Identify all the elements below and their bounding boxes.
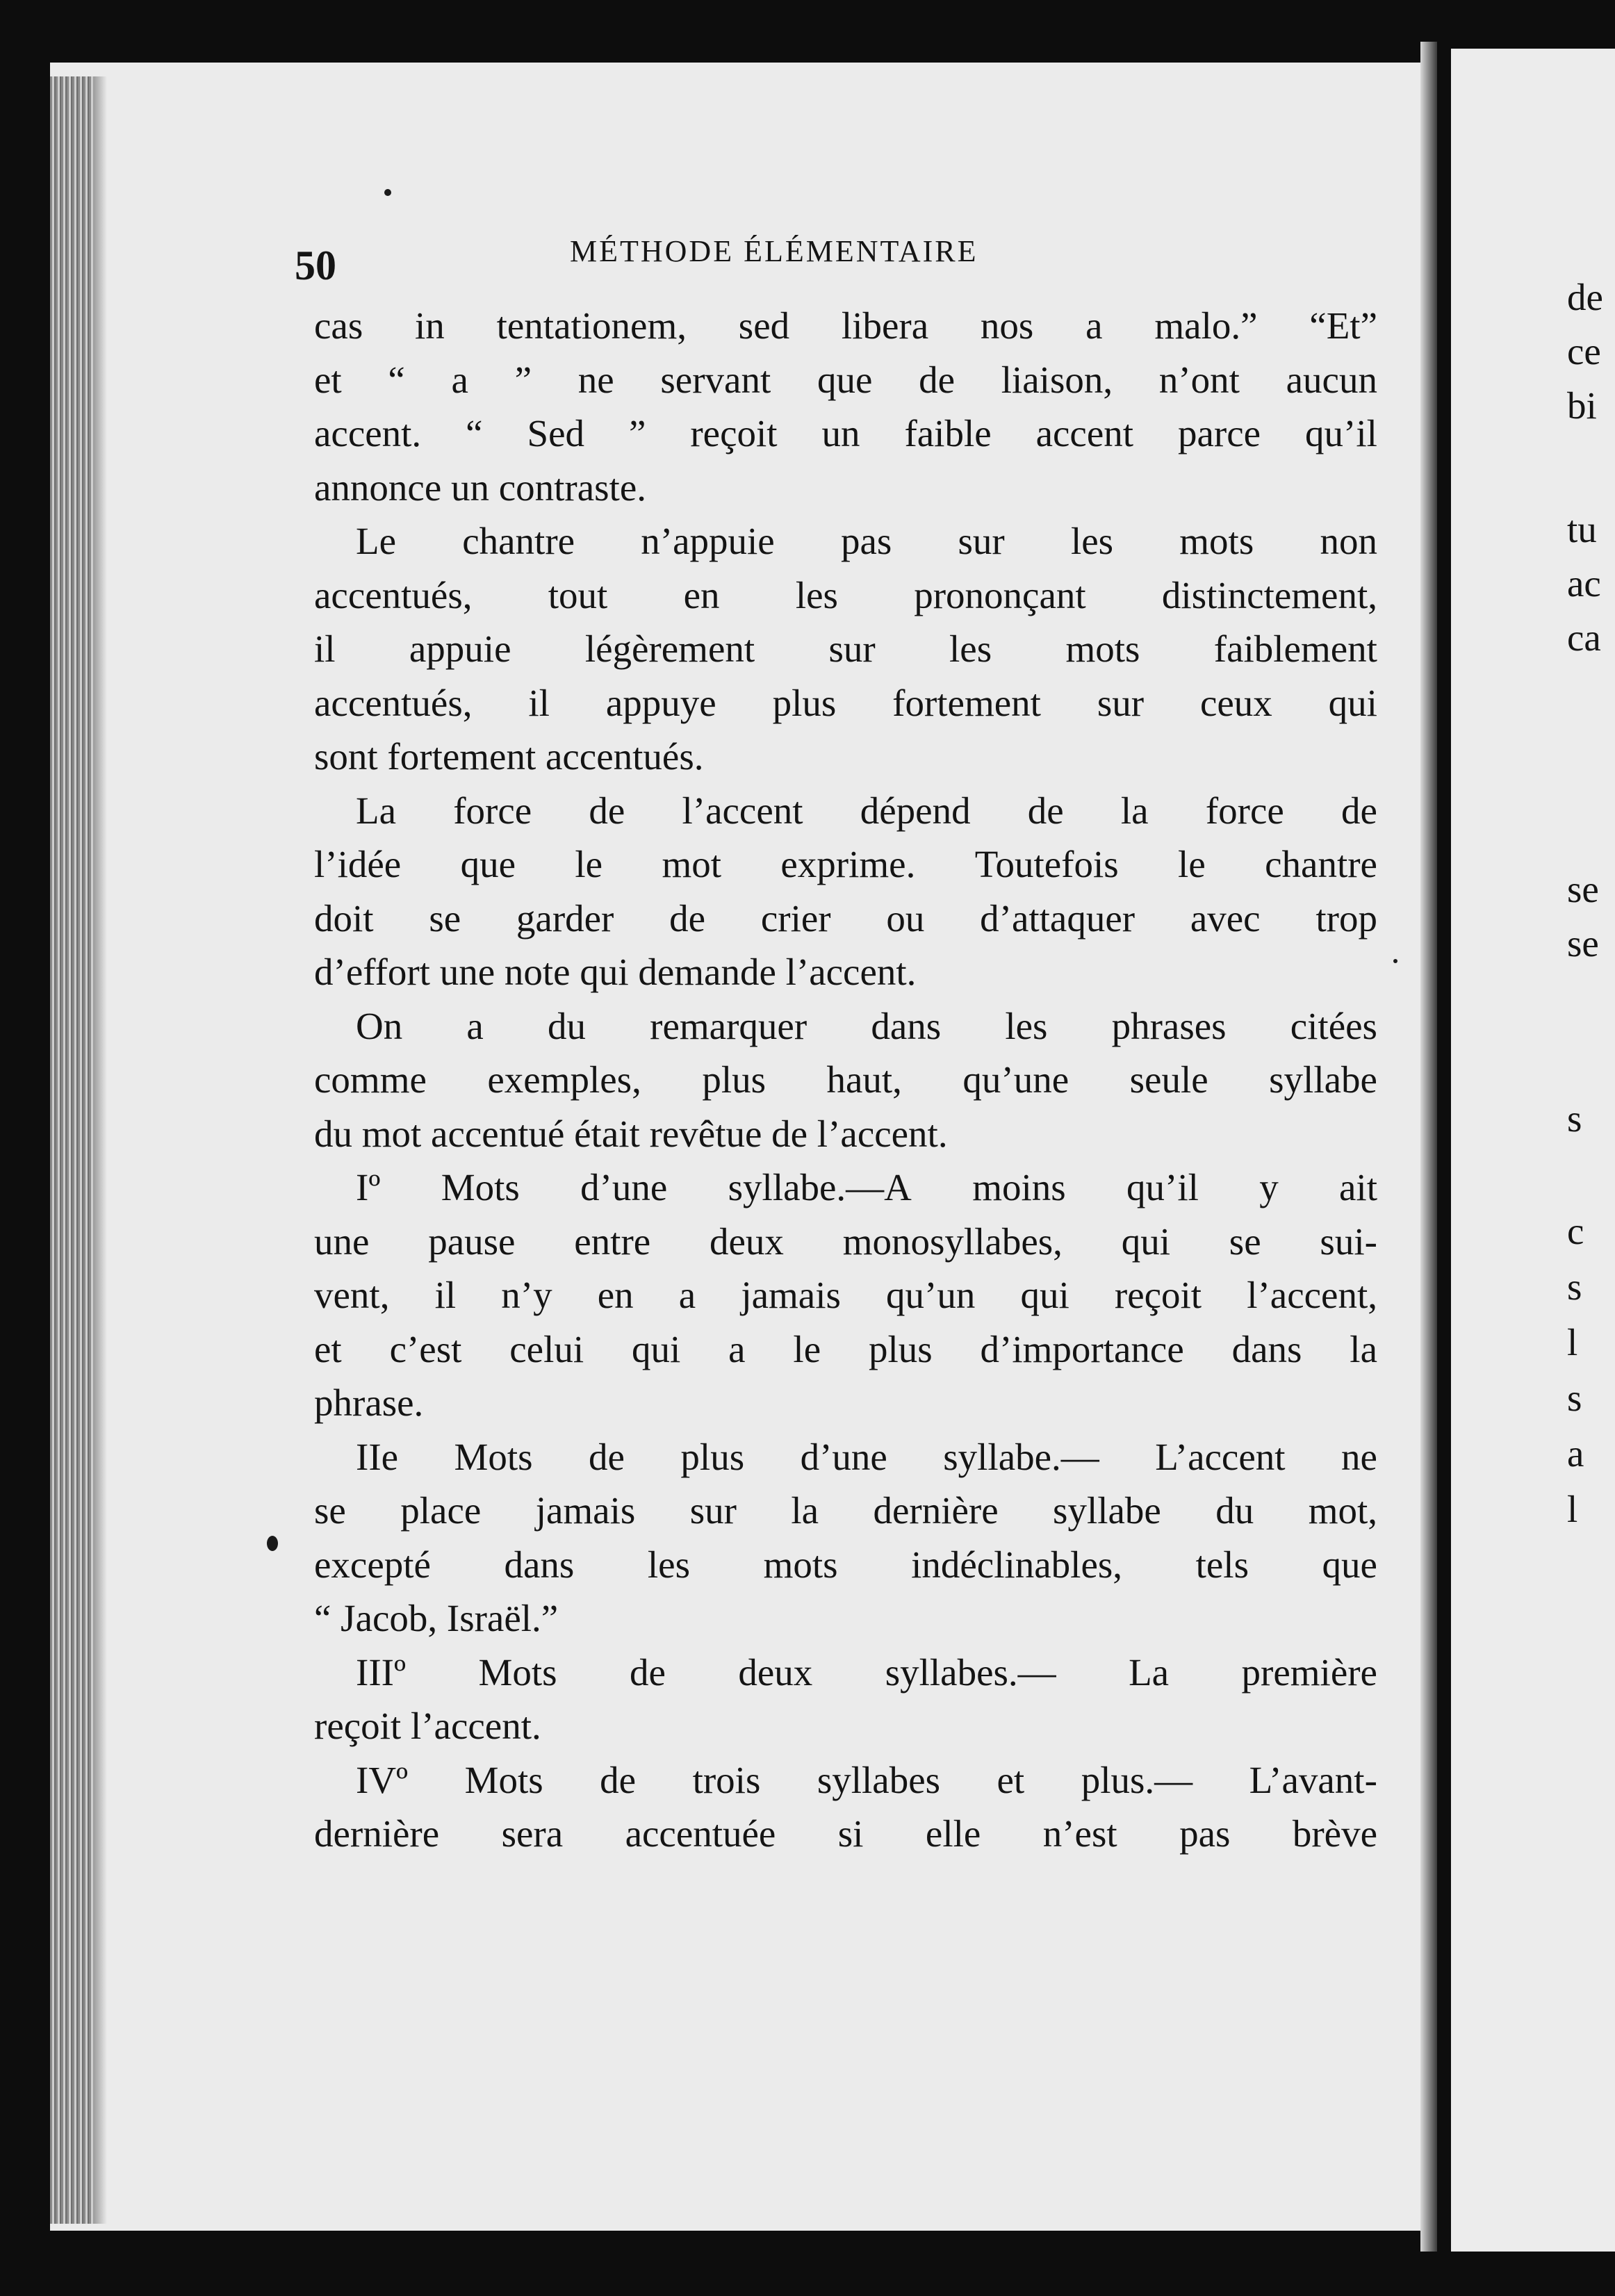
word: de xyxy=(589,1435,625,1478)
word: in xyxy=(415,304,445,347)
word: pas xyxy=(840,520,892,562)
word: crier xyxy=(760,896,831,940)
word: l’accent, xyxy=(1247,1274,1377,1316)
word: de xyxy=(919,358,955,401)
word: les xyxy=(647,1543,690,1586)
word: IIe xyxy=(356,1435,399,1478)
word: ne xyxy=(1341,1435,1377,1478)
word: haut, xyxy=(826,1058,902,1101)
word: qui xyxy=(632,1327,681,1370)
word: pause xyxy=(428,1220,516,1263)
word: ” xyxy=(628,412,646,454)
word: que xyxy=(817,358,873,401)
text-line-content: sont fortement accentués. xyxy=(314,735,704,778)
word: se xyxy=(314,1489,346,1532)
ink-speck xyxy=(267,1536,278,1551)
word: sur xyxy=(689,1489,737,1532)
word: servant xyxy=(660,358,771,401)
word: “ xyxy=(388,358,405,401)
word: un xyxy=(821,412,860,454)
text-line xyxy=(314,407,1377,461)
word: faible xyxy=(904,412,992,454)
text-line xyxy=(314,622,1377,676)
right-page-fragment: s xyxy=(1567,1265,1582,1308)
right-page xyxy=(1451,49,1615,2252)
word: et xyxy=(997,1758,1025,1801)
word: plus xyxy=(702,1058,766,1101)
word: trois xyxy=(692,1758,761,1801)
text-line xyxy=(314,1699,1377,1753)
word: monosyllabes, xyxy=(842,1220,1063,1263)
text-line-content: annonce un contraste. xyxy=(314,466,647,509)
word: il xyxy=(314,628,336,670)
word: en xyxy=(597,1274,634,1316)
text-line xyxy=(314,1215,1377,1269)
word: le xyxy=(575,843,603,885)
word: qu’il xyxy=(1126,1166,1199,1208)
word: place xyxy=(400,1489,482,1532)
text-line xyxy=(314,999,1377,1053)
word: a xyxy=(1085,304,1103,347)
word: sur xyxy=(1097,681,1145,724)
word: malo.” xyxy=(1154,304,1258,347)
word: d’attaquer xyxy=(980,896,1136,940)
word: celui xyxy=(509,1327,584,1370)
word: syllabe xyxy=(1269,1058,1377,1101)
text-line xyxy=(314,1484,1377,1538)
word: c’est xyxy=(389,1327,462,1370)
word: a xyxy=(678,1274,696,1316)
text-line xyxy=(314,676,1377,730)
word: et xyxy=(314,358,342,401)
word: n’appuie xyxy=(641,520,775,562)
word: jamais xyxy=(741,1274,841,1316)
word: ” xyxy=(514,358,532,401)
word: L’avant- xyxy=(1249,1758,1377,1801)
text-line xyxy=(314,1430,1377,1484)
word: On xyxy=(356,1004,403,1047)
word: dépend xyxy=(860,789,971,832)
word: avec xyxy=(1190,896,1261,940)
word: il xyxy=(528,681,550,724)
word: qui xyxy=(1121,1220,1170,1263)
word: force xyxy=(453,789,532,832)
ink-speck xyxy=(384,189,391,196)
word: pas xyxy=(1179,1812,1231,1855)
text-line xyxy=(314,1646,1377,1700)
word: Toutefois xyxy=(974,843,1119,885)
word: “Et” xyxy=(1309,304,1377,347)
word: qu’il xyxy=(1305,412,1377,454)
word: Le xyxy=(356,520,397,562)
word: la xyxy=(791,1489,819,1532)
text-line xyxy=(314,945,1377,999)
word: n’est xyxy=(1042,1812,1117,1855)
right-page-fragment: ca xyxy=(1567,616,1601,659)
word: il xyxy=(434,1274,457,1316)
word: tout xyxy=(548,573,608,616)
word: trop xyxy=(1315,896,1377,940)
word: d’une xyxy=(800,1435,887,1478)
word: tentationem, xyxy=(496,304,687,347)
word: du xyxy=(548,1004,586,1047)
word: de xyxy=(1027,789,1064,832)
word: exemples, xyxy=(487,1058,641,1101)
text-line xyxy=(314,299,1377,353)
text-line xyxy=(314,1753,1377,1807)
word: de xyxy=(589,789,625,832)
page-header xyxy=(295,232,1448,295)
word: garder xyxy=(516,896,614,940)
word: appuie xyxy=(409,628,511,670)
word: excepté xyxy=(314,1543,431,1586)
word: si xyxy=(837,1812,864,1855)
text-line-content: phrase. xyxy=(314,1381,424,1424)
word: syllabes xyxy=(817,1758,941,1801)
word: syllabe.— xyxy=(943,1435,1099,1478)
word: tels xyxy=(1195,1543,1249,1586)
right-page-fragment: a xyxy=(1567,1432,1584,1475)
word: dans xyxy=(871,1004,942,1047)
word: une xyxy=(314,1220,370,1263)
word: L’accent xyxy=(1155,1435,1286,1478)
word: dernière xyxy=(873,1489,999,1532)
word: mot, xyxy=(1308,1489,1377,1532)
text-line xyxy=(314,730,1377,784)
word: fortement xyxy=(892,681,1041,724)
word: mot xyxy=(662,843,722,885)
word: mots xyxy=(1065,628,1140,670)
word: ou xyxy=(886,896,925,940)
word: “ xyxy=(466,412,483,454)
right-page-fragment: s xyxy=(1567,1097,1582,1140)
word: moins xyxy=(972,1166,1066,1208)
text-line xyxy=(314,1322,1377,1377)
word: plus xyxy=(680,1435,745,1478)
text-line xyxy=(314,892,1377,946)
word: de xyxy=(600,1758,637,1801)
word: de xyxy=(669,896,706,940)
word: le xyxy=(793,1327,821,1370)
word: plus xyxy=(772,681,837,724)
right-page-fragment: l xyxy=(1567,1488,1578,1530)
word: qui xyxy=(1328,681,1377,724)
word: y xyxy=(1259,1166,1279,1208)
word: chantre xyxy=(1265,843,1377,885)
text-line xyxy=(314,1107,1377,1161)
word: les xyxy=(949,628,992,670)
running-title: MÉTHODE ÉLÉMENTAIRE xyxy=(570,234,978,268)
text-line xyxy=(314,461,1377,515)
word: faiblement xyxy=(1213,628,1377,670)
word: les xyxy=(1005,1004,1048,1047)
word: appuye xyxy=(605,681,716,724)
word: Mots xyxy=(478,1650,557,1694)
word: prononçant xyxy=(914,573,1086,616)
page-edge xyxy=(50,76,93,2224)
body-text xyxy=(314,299,1377,1861)
word: a xyxy=(466,1004,484,1047)
word: syllabes.— xyxy=(885,1650,1056,1694)
word: chantre xyxy=(462,520,575,562)
right-page-fragment: se xyxy=(1567,868,1599,910)
word: non xyxy=(1320,520,1377,562)
right-page-fragment: s xyxy=(1567,1377,1582,1419)
word: ait xyxy=(1339,1166,1377,1208)
right-page-fragment: de xyxy=(1567,276,1603,318)
word: dans xyxy=(1231,1327,1302,1370)
word: sera xyxy=(501,1812,564,1855)
page-shadow xyxy=(93,76,107,2224)
word: l’idée xyxy=(314,843,402,885)
word: Mots xyxy=(464,1758,543,1801)
word: la xyxy=(1350,1327,1377,1370)
word: l’accent xyxy=(682,789,803,832)
word: a xyxy=(728,1327,746,1370)
text-line xyxy=(314,1268,1377,1322)
word: sed xyxy=(738,304,790,347)
text-line xyxy=(314,1538,1377,1592)
word: accentuée xyxy=(625,1812,776,1855)
word: exprime. xyxy=(780,843,916,885)
word: IIIº xyxy=(356,1650,406,1694)
word: Mots xyxy=(454,1435,533,1478)
word: plus xyxy=(868,1327,933,1370)
word: que xyxy=(460,843,516,885)
word: cas xyxy=(314,304,363,347)
text-line-content: du mot accentué était revêtue de l’accent. xyxy=(314,1112,948,1155)
word: liaison, xyxy=(1001,358,1113,401)
book-gutter xyxy=(1420,42,1437,2252)
word: n’ont xyxy=(1158,358,1240,401)
word: sui- xyxy=(1320,1220,1377,1263)
right-page-fragment: se xyxy=(1567,922,1599,965)
right-page-fragment: ac xyxy=(1567,562,1601,605)
word: deux xyxy=(738,1650,813,1694)
word: d’une xyxy=(580,1166,668,1208)
word: parce xyxy=(1178,412,1261,454)
word: elle xyxy=(925,1812,981,1855)
word: brève xyxy=(1292,1812,1377,1855)
word: deux xyxy=(709,1220,784,1263)
word: nos xyxy=(980,304,1034,347)
word: accentués, xyxy=(314,573,473,616)
text-line xyxy=(314,353,1377,407)
right-page-fragment: bi xyxy=(1567,384,1597,427)
word: plus.— xyxy=(1081,1758,1193,1801)
text-line xyxy=(314,1807,1377,1861)
word: La xyxy=(356,789,397,832)
word: la xyxy=(1120,789,1149,832)
text-line xyxy=(314,1591,1377,1646)
text-line xyxy=(314,1161,1377,1215)
word: jamais xyxy=(535,1489,636,1532)
right-page-fragment: l xyxy=(1567,1321,1578,1363)
word: les xyxy=(795,573,838,616)
word: libera xyxy=(841,304,929,347)
word: ne xyxy=(577,358,614,401)
word: sur xyxy=(828,628,876,670)
word: mots xyxy=(1179,520,1254,562)
word: aucun xyxy=(1286,358,1377,401)
text-line xyxy=(314,1053,1377,1107)
word: phrases xyxy=(1111,1004,1227,1047)
word: La xyxy=(1129,1650,1170,1694)
word: Mots xyxy=(441,1166,520,1208)
word: dans xyxy=(504,1543,575,1586)
word: et xyxy=(314,1327,342,1370)
word: que xyxy=(1322,1543,1377,1586)
text-line-content: reçoit l’accent. xyxy=(314,1705,541,1747)
text-line xyxy=(314,837,1377,892)
ink-speck xyxy=(1393,959,1397,963)
right-page-fragment: ce xyxy=(1567,330,1601,372)
right-page-fragment: c xyxy=(1567,1210,1584,1252)
word: légèrement xyxy=(584,628,755,670)
word: force xyxy=(1205,789,1284,832)
word: se xyxy=(429,896,461,940)
word: IVº xyxy=(356,1758,409,1801)
word: a xyxy=(451,358,468,401)
word: seule xyxy=(1129,1058,1208,1101)
word: indéclinables, xyxy=(911,1543,1123,1586)
right-page-fragment: tu xyxy=(1567,508,1597,550)
page-number: 50 xyxy=(295,243,336,288)
text-line xyxy=(314,514,1377,568)
word: citées xyxy=(1290,1004,1377,1047)
word: syllabe xyxy=(1053,1489,1161,1532)
word: qu’un xyxy=(886,1274,976,1316)
text-line xyxy=(314,568,1377,623)
word: distinctement, xyxy=(1161,573,1377,616)
text-line xyxy=(314,1376,1377,1430)
word: de xyxy=(1341,789,1377,832)
text-line xyxy=(314,784,1377,838)
word: vent, xyxy=(314,1274,390,1316)
word: Sed xyxy=(527,412,585,454)
word: qu’une xyxy=(962,1058,1069,1101)
text-line-content: “ Jacob, Israël.” xyxy=(314,1597,559,1639)
word: accentués, xyxy=(314,681,473,724)
word: doit xyxy=(314,896,374,940)
word: comme xyxy=(314,1058,427,1101)
word: reçoit xyxy=(690,412,778,454)
word: mots xyxy=(763,1543,838,1586)
word: les xyxy=(1070,520,1114,562)
word: en xyxy=(683,573,720,616)
word: entre xyxy=(574,1220,651,1263)
word: qui xyxy=(1020,1274,1069,1316)
word: accent. xyxy=(314,412,422,454)
word: d’importance xyxy=(980,1327,1184,1370)
word: le xyxy=(1178,843,1206,885)
text-line-content: d’effort une note qui demande l’accent. xyxy=(314,951,917,993)
word: première xyxy=(1241,1650,1377,1694)
word: du xyxy=(1215,1489,1254,1532)
word: de xyxy=(629,1650,666,1694)
word: dernière xyxy=(314,1812,440,1855)
word: n’y xyxy=(501,1274,552,1316)
word: Iº xyxy=(356,1166,381,1208)
word: sur xyxy=(958,520,1005,562)
word: reçoit xyxy=(1114,1274,1202,1316)
word: ceux xyxy=(1199,681,1272,724)
word: se xyxy=(1229,1220,1261,1263)
word: accent xyxy=(1035,412,1134,454)
word: remarquer xyxy=(650,1004,807,1047)
word: syllabe.—A xyxy=(728,1166,912,1208)
